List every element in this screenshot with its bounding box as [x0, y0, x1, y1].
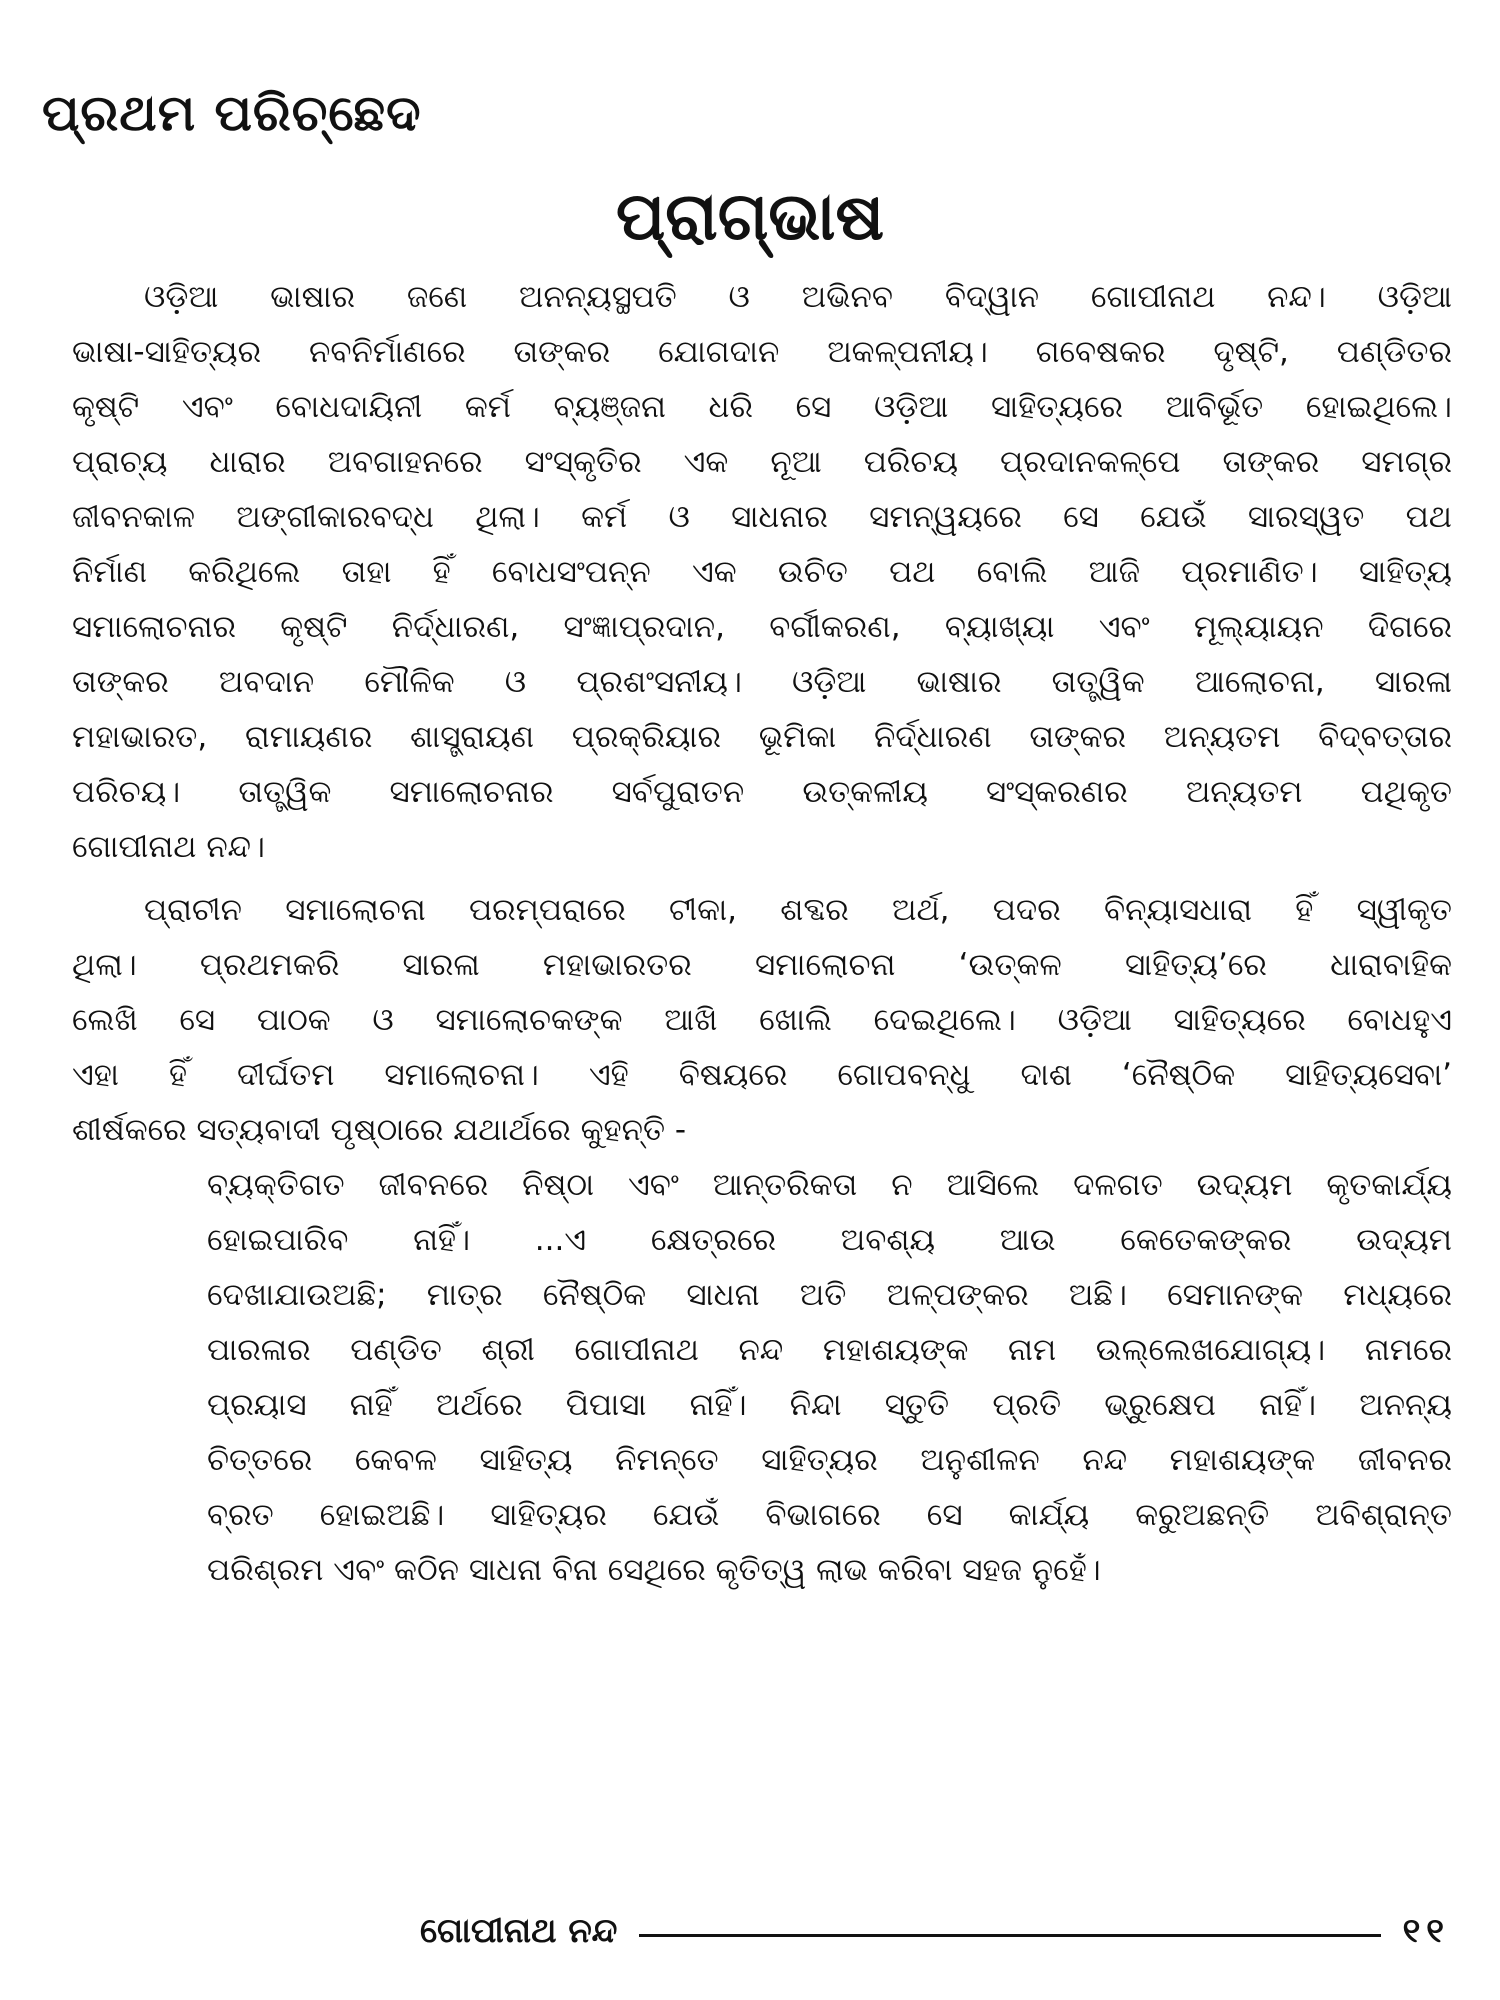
quote-line: ବ୍ୟକ୍ତିଗତ ଜୀବନରେ ନିଷ୍ଠା ଏବଂ ଆନ୍ତରିକତା ନ ଆସିଲେ ଦଳଗତ ଉଦ୍ୟମ କୃତକାର୍ଯ୍ୟ [207, 1167, 1452, 1203]
quote-line: ପରିଶ୍ରମ ଏବଂ କଠିନ ସାଧନା ବିନା ସେଥିରେ କୃତିତ୍ୱ ଲାଭ କରିବା ସହଜ ନୁହେଁ। [207, 1552, 1101, 1588]
body-text [72, 270, 1452, 1598]
chapter-label: ପ୍ରଥମ ପରିଚ୍ଛେଦ [42, 84, 422, 142]
text-line: ଗୋପୀନାଥ ନନ୍ଦ। [72, 829, 266, 865]
quote-line: ବ୍ରତ ହୋଇଅଛି। ସାହିତ୍ୟର ଯେଉଁ ବିଭାଗରେ ସେ କାର୍ଯ୍ୟ କରୁଅଛନ୍ତି ଅବିଶ୍ରାନ୍ତ [207, 1497, 1452, 1533]
text-line: ଥିଲା। ପ୍ରଥମକରି ସାରଳା ମହାଭାରତର ସମାଲୋଚନା ‘ଉତ୍କଳ ସାହିତ୍ୟ’ରେ ଧାରାବାହିକ [72, 947, 1452, 983]
chapter-title: ପ୍ରାଗ୍‌ଭାଷ [615, 178, 885, 255]
text-line: ଲେଖି ସେ ପାଠକ ଓ ସମାଲୋଚକଙ୍କ ଆଖି ଖୋଲି ଦେଇଥିଲେ। ଓଡ଼ିଆ ସାହିତ୍ୟରେ ବୋଧହୁଏ [72, 1002, 1452, 1038]
text-line: ଭାଷା-ସାହିତ୍ୟର ନବନିର୍ମାଣରେ ତାଙ୍କର ଯୋଗଦାନ ଅକଳ୍ପନୀୟ। ଗବେଷକର ଦୃଷ୍ଟି, ପଣ୍ଡିତର [72, 334, 1452, 370]
text-line: ଜୀବନକାଳ ଅଙ୍ଗୀକାରବଦ୍ଧ ଥିଲା। କର୍ମ ଓ ସାଧନାର ସମନ୍ୱୟରେ ସେ ଯେଉଁ ସାରସ୍ୱତ ପଥ [72, 499, 1452, 535]
paragraph [72, 883, 1452, 1158]
text-line: ପରିଚୟ। ତାତ୍ତ୍ୱିକ ସମାଲୋଚନାର ସର୍ବପୁରାତନ ଉତ୍କଳୀୟ ସଂସ୍କରଣର ଅନ୍ୟତମ ପଥିକୃତ [72, 774, 1452, 810]
footer-author: ଗୋପୀନାଥ ନନ୍ଦ [420, 1911, 618, 1951]
text-line: ଏହା ହିଁ ଦୀର୍ଘତମ ସମାଲୋଚନା। ଏହି ବିଷୟରେ ଗୋପବନ୍ଧୁ ଦାଶ ‘ନୈଷ୍ଠିକ ସାହିତ୍ୟସେବା’ [72, 1057, 1452, 1093]
text-line: ମହାଭାରତ, ରାମାୟଣର ଶାସ୍ତ୍ରାୟଣ ପ୍ରକ୍ରିୟାର ଭୂମିକା ନିର୍ଦ୍ଧାରଣ ତାଙ୍କର ଅନ୍ୟତମ ବିଦ୍‌ବତ୍ତାର [72, 719, 1452, 755]
quote-line: ହୋଇପାରିବ ନାହିଁ। ...ଏ କ୍ଷେତ୍ରରେ ଅବଶ୍ୟ ଆଉ କେତେକଙ୍କର ଉଦ୍ୟମ [207, 1222, 1452, 1258]
text-line: ପ୍ରାଚ୍ୟ ଧାରାର ଅବଗାହନରେ ସଂସ୍କୃତିର ଏକ ନୂଆ ପରିଚୟ ପ୍ରଦାନକଳ୍ପେ ତାଙ୍କର ସମଗ୍ର [72, 444, 1452, 480]
quote-line: ଦେଖାଯାଉଅଛି; ମାତ୍ର ନୈଷ୍ଠିକ ସାଧନା ଅତି ଅଳ୍ପଙ୍କର ଅଛି। ସେମାନଙ୍କ ମଧ୍ୟରେ [207, 1277, 1452, 1313]
text-line: ତାଙ୍କର ଅବଦାନ ମୌଳିକ ଓ ପ୍ରଶଂସନୀୟ। ଓଡ଼ିଆ ଭାଷାର ତାତ୍ତ୍ୱିକ ଆଲୋଚନା, ସାରଳା [72, 664, 1452, 700]
page-footer [420, 1906, 1450, 1956]
text-line: ଶୀର୍ଷକରେ ସତ୍ୟବାଦୀ ପୃଷ୍ଠାରେ ଯଥାର୍ଥରେ କୁହନ୍ତି - [72, 1112, 687, 1148]
footer-divider [639, 1934, 1380, 1937]
paragraph [72, 270, 1452, 875]
quote-line: ପ୍ରୟାସ ନାହିଁ ଅର୍ଥରେ ପିପାସା ନାହିଁ। ନିନ୍ଦା ସ୍ତୁତି ପ୍ରତି ଭ୍ରୁକ୍ଷେପ ନାହିଁ। ଅନନ୍ୟ [207, 1387, 1452, 1423]
quote-line: ପାରଳାର ପଣ୍ଡିତ ଶ୍ରୀ ଗୋପୀନାଥ ନନ୍ଦ ମହାଶୟଙ୍କ ନାମ ଉଲ୍ଲେଖଯୋଗ୍ୟ। ନାମରେ [207, 1332, 1452, 1368]
text-line: ଓଡ଼ିଆ ଭାଷାର ଜଣେ ଅନନ୍ୟସ୍ଥପତି ଓ ଅଭିନବ ବିଦ୍ୱାନ ଗୋପୀନାଥ ନନ୍ଦ। ଓଡ଼ିଆ [144, 279, 1452, 315]
quote-line: ଚିତ୍ତରେ କେବଳ ସାହିତ୍ୟ ନିମନ୍ତେ ସାହିତ୍ୟର ଅନୁଶୀଳନ ନନ୍ଦ ମହାଶୟଙ୍କ ଜୀବନର [207, 1442, 1452, 1478]
text-line: କୃଷ୍ଟି ଏବଂ ବୋଧଦାୟିନୀ କର୍ମ ବ୍ୟଞ୍ଜନା ଧରି ସେ ଓଡ଼ିଆ ସାହିତ୍ୟରେ ଆବିର୍ଭୂତ ହୋଇଥିଲେ। [72, 389, 1452, 425]
text-line: ସମାଲୋଚନାର କୃଷ୍ଟି ନିର୍ଦ୍ଧାରଣ, ସଂଜ୍ଞାପ୍ରଦାନ, ବର୍ଗୀକରଣ, ବ୍ୟାଖ୍ୟା ଏବଂ ମୂଲ୍ୟାୟନ ଦିଗରେ [72, 609, 1452, 645]
block-quote [72, 1158, 1452, 1598]
text-line: ପ୍ରାଚୀନ ସମାଲୋଚନା ପରମ୍ପରାରେ ଟୀକା, ଶବ୍ଦର ଅର୍ଥ, ପଦର ବିନ୍ୟାସଧାରା ହିଁ ସ୍ୱୀକୃତ [144, 892, 1452, 928]
page-number: ୧୧ [1402, 1911, 1450, 1951]
text-line: ନିର୍ମାଣ କରିଥିଲେ ତାହା ହିଁ ବୋଧସଂପନ୍ନ ଏକ ଉଚିତ ପଥ ବୋଲି ଆଜି ପ୍ରମାଣିତ। ସାହିତ୍ୟ [72, 554, 1452, 590]
